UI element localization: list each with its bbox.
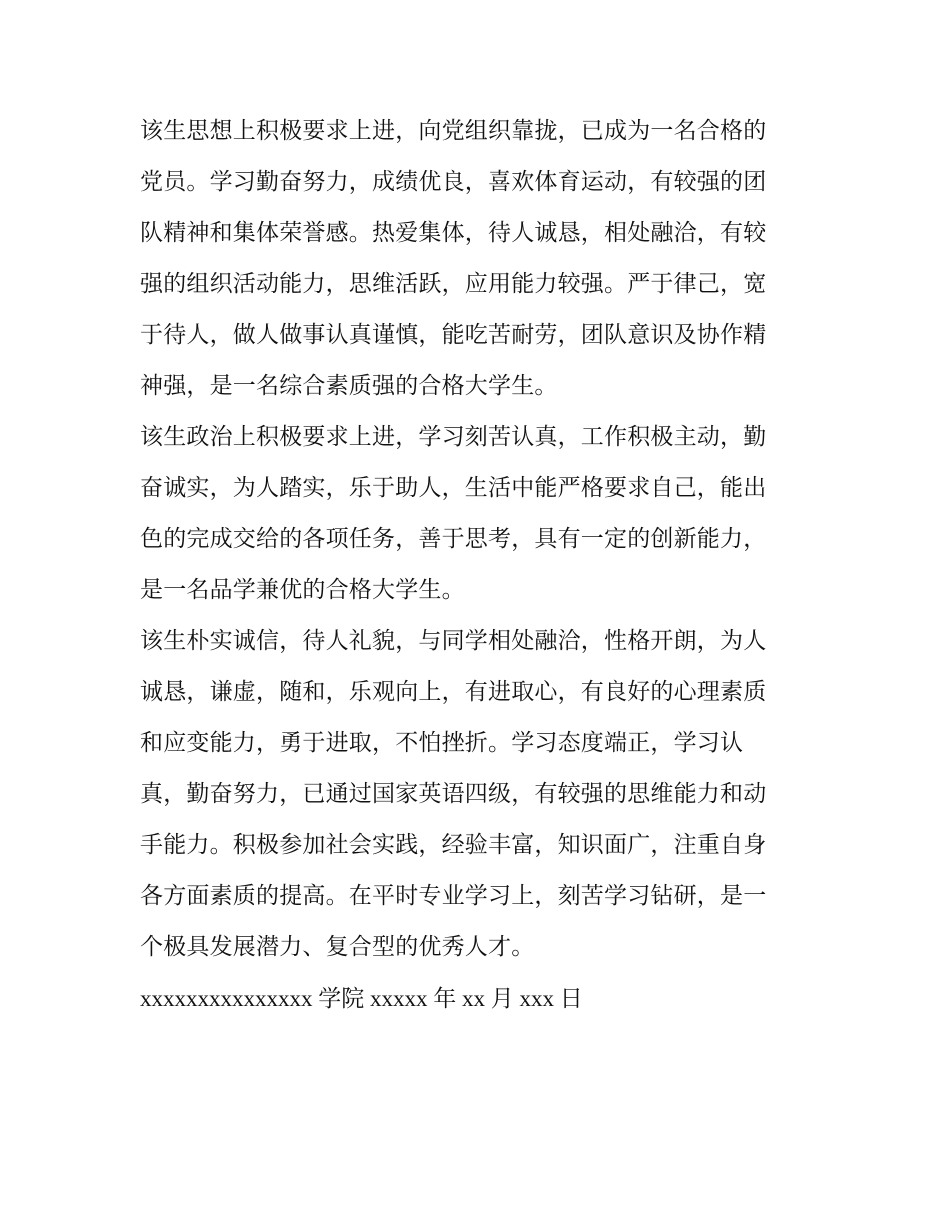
- paragraph-line: 该生朴实诚信，待人礼貌，与同学相处融洽，性格开朗，为人: [140, 628, 767, 654]
- paragraph-2: [140, 412, 820, 616]
- paragraph-line: 党员。学习勤奋努力，成绩优良，喜欢体育运动，有较强的团: [140, 169, 767, 195]
- paragraph-line: 奋诚实，为人踏实，乐于助人，生活中能严格要求自己，能出: [140, 475, 767, 501]
- paragraph-line: 该生思想上积极要求上进，向党组织靠拢，已成为一名合格的: [140, 118, 767, 144]
- paragraph-line: 真，勤奋努力，已通过国家英语四级，有较强的思维能力和动: [140, 781, 767, 807]
- paragraph-line: 队精神和集体荣誉感。热爱集体，待人诚恳，相处融洽，有较: [140, 220, 767, 246]
- document-body: [140, 106, 820, 1024]
- signature-line: xxxxxxxxxxxxxxx 学院 xxxxx 年 xx 月 xxx 日: [140, 986, 583, 1011]
- paragraph-line: 诚恳，谦虚，随和，乐观向上，有进取心，有良好的心理素质: [140, 679, 767, 705]
- paragraph-line: 于待人，做人做事认真谨慎，能吃苦耐劳，团队意识及协作精: [140, 322, 767, 348]
- paragraph-line: 手能力。积极参加社会实践，经验丰富，知识面广，注重自身: [140, 832, 767, 858]
- paragraph-line: 强的组织活动能力，思维活跃，应用能力较强。严于律己，宽: [140, 271, 767, 297]
- paragraph-line: 各方面素质的提高。在平时专业学习上，刻苦学习钻研，是一: [140, 883, 767, 909]
- paragraph-line: 色的完成交给的各项任务，善于思考，具有一定的创新能力，: [140, 526, 767, 552]
- paragraph-1: [140, 106, 820, 412]
- paragraph-line: 该生政治上积极要求上进，学习刻苦认真，工作积极主动，勤: [140, 424, 767, 450]
- paragraph-line: 和应变能力，勇于进取，不怕挫折。学习态度端正，学习认: [140, 730, 744, 756]
- paragraph-line: 个极具发展潜力、复合型的优秀人才。: [140, 934, 535, 960]
- paragraph-3: [140, 616, 820, 973]
- paragraph-line: 神强，是一名综合素质强的合格大学生。: [140, 373, 558, 399]
- paragraph-line: 是一名品学兼优的合格大学生。: [140, 577, 465, 603]
